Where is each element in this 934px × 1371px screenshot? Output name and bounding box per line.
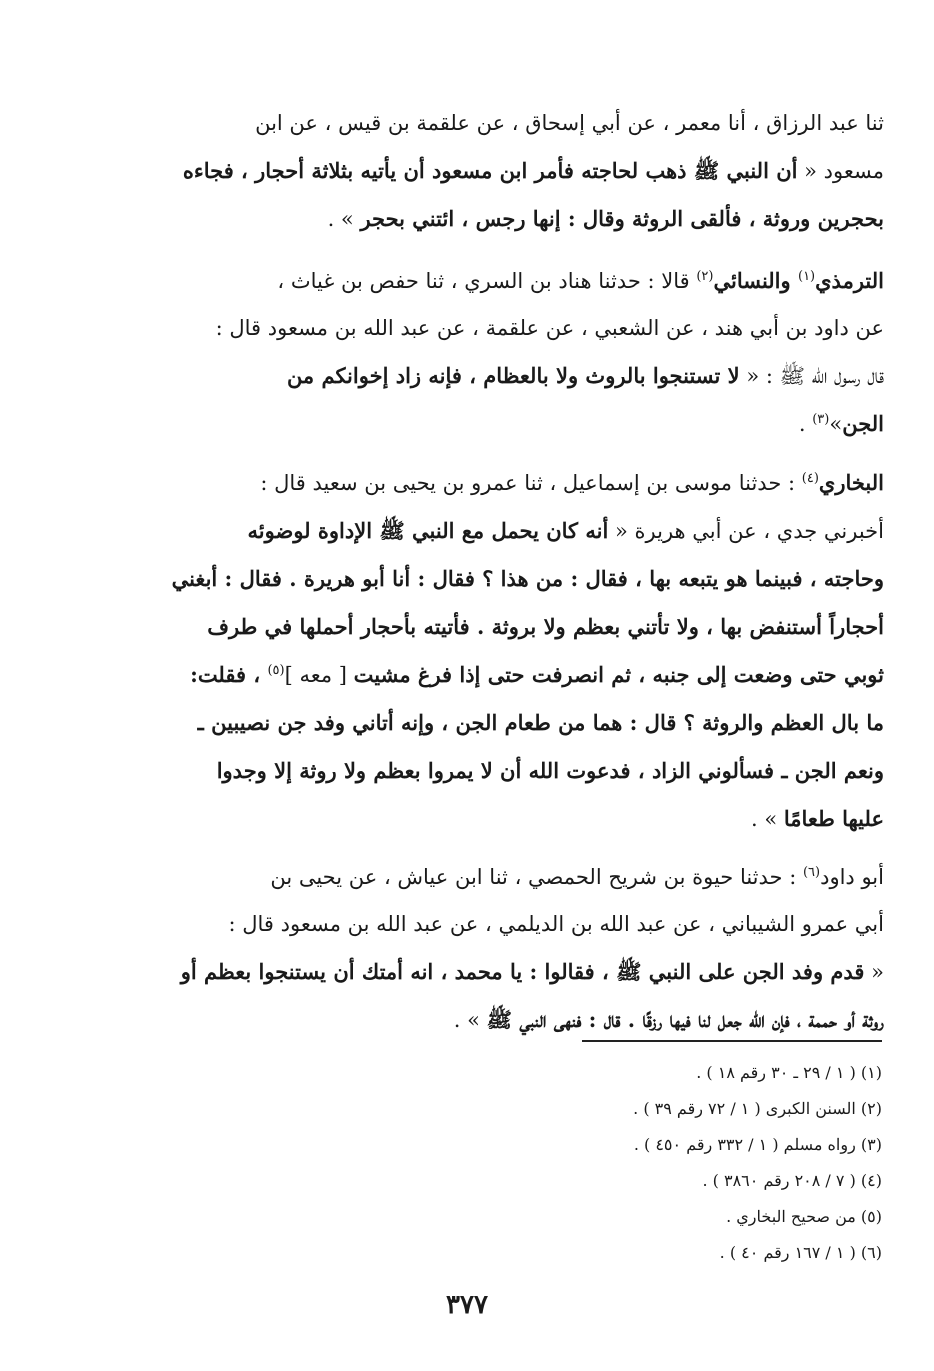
page-number: ٣٧٧: [446, 1290, 488, 1320]
text-span: ثنا عبد الرزاق ، أنا معمر ، عن أبي إسحاق ، عن علقمة بن قيس ، عن ابن: [255, 111, 884, 135]
footnote-2: (٢) السنن الكبرى ( ١ / ٧٢ رقم ٣٩ ) .: [633, 1099, 882, 1118]
footnote-ref: (٥): [267, 663, 285, 678]
hadith-text: عليها طعامًا: [783, 806, 884, 831]
paragraph-3: [142, 459, 884, 843]
hadith-text: الجن: [842, 411, 884, 436]
hadith-text: قدم وفد الجن على النبي ﷺ ، فقالوا : يا محمد ، انه أمتك أن يستنجوا بعظم أو: [180, 959, 865, 984]
text-span: .: [798, 412, 813, 436]
footnotes: [470, 1055, 882, 1271]
footnote-ref: (٦): [802, 865, 821, 880]
hadith-text: أحجاراً أستنفض بها ، ولا تأتني بعظم ولا بروثة . فأتيته بأحجار أحملها في طرف: [207, 614, 884, 639]
hadith-text: ثوبي حتى وضعت إلى جنبه ، ثم انصرفت حتى إذا فرغ مشيت: [353, 662, 884, 687]
footnote-1: (١) ( ١ / ٢٩ ـ ٣٠ رقم ١٨ ) .: [696, 1063, 882, 1082]
hadith-text: لا تستنجوا بالروث ولا بالعظام ، فإنه زاد إخوانكم من: [286, 363, 740, 388]
text-span: مسعود «: [797, 159, 884, 183]
source-name: البخاري: [818, 470, 884, 495]
source-name: أبو داود: [820, 865, 884, 889]
footnote-ref: (١): [797, 269, 816, 284]
source-name: الترمذي: [815, 268, 884, 293]
text-span: » .: [453, 1008, 487, 1032]
text-span: [ معه ]: [284, 663, 354, 687]
footnote-5: (٥) من صحيح البخاري .: [726, 1207, 882, 1226]
text-span: عن داود بن أبي هند ، عن الشعبي ، عن علقمة ، عن عبد الله بن مسعود قال :: [215, 316, 884, 340]
footnote-3: (٣) رواه مسلم ( ١ / ٣٣٢ رقم ٤٥٠ ) .: [633, 1135, 882, 1154]
footnote-ref: (٣): [812, 412, 830, 427]
text-span: » .: [751, 807, 784, 831]
footnote-6: (٦) ( ١ / ١٦٧ رقم ٤٠ ) .: [719, 1243, 882, 1262]
hadith-text: أن النبي ﷺ ذهب لحاجته فأمر ابن مسعود أن يأتيه بثلاثة أحجار ، فجاءه: [182, 158, 798, 183]
text-span: » .: [327, 207, 361, 231]
hadith-text: روثة أو حممة ، فإن الله جعل لنا فيها رزقًا . قال : فنهى النبي ﷺ: [486, 1007, 884, 1032]
main-text: [142, 100, 884, 1055]
hadith-text: ما بال العظم والروثة ؟ قال : هما من طعام الجن ، وإنه أتاني وفد جن نصيبين ـ: [197, 710, 884, 735]
text-span: »: [829, 412, 843, 436]
footnote-ref: (٤): [801, 471, 819, 486]
footnote-divider: [582, 1040, 882, 1042]
text-span: قال رسول الله ﷺ : «: [739, 364, 884, 388]
footnote-ref: (٢): [696, 269, 714, 284]
text-span: قالا : حدثنا هناد بن السري ، ثنا حفص بن غياث ،: [277, 269, 697, 293]
text-span: : حدثنا موسى بن إسماعيل ، ثنا عمرو بن يحيى بن سعيد قال :: [260, 471, 802, 495]
text-span: : حدثنا حيوة بن شريح الحمصي ، ثنا ابن عياش ، عن يحيى بن: [270, 865, 803, 889]
paragraph-4: [142, 854, 884, 1044]
footnote-4: (٤) ( ٧ / ٢٠٨ رقم ٣٨٦٠ ) .: [702, 1171, 882, 1190]
hadith-text: بحجرين وروثة ، فألقى الروثة وقال : إنها رجس ، ائتني بحجر: [360, 206, 884, 231]
text-span: «: [864, 960, 884, 984]
hadith-text: ونعم الجن ـ فسألوني الزاد ، فدعوت الله أن لا يمروا بعظم ولا روثة إلا وجدوا: [216, 758, 884, 783]
hadith-text: ، فقلت:: [190, 662, 268, 687]
hadith-text: أنه كان يحمل مع النبي ﷺ الإداوة لوضوئه: [247, 518, 609, 543]
text-span: أبي عمرو الشيباني ، عن عبد الله بن الديلمي ، عن عبد الله بن مسعود قال :: [228, 912, 884, 936]
paragraph-2: [142, 257, 884, 448]
text-span: أخبرني جدي ، عن أبي هريرة «: [608, 519, 884, 543]
paragraph-1: [142, 100, 884, 243]
hadith-text: وحاجته ، فبينما هو يتبعه بها ، فقال : من هذا ؟ فقال : أنا أبو هريرة . فقال : أبغني: [171, 566, 884, 591]
source-name: والنسائي: [713, 268, 798, 293]
